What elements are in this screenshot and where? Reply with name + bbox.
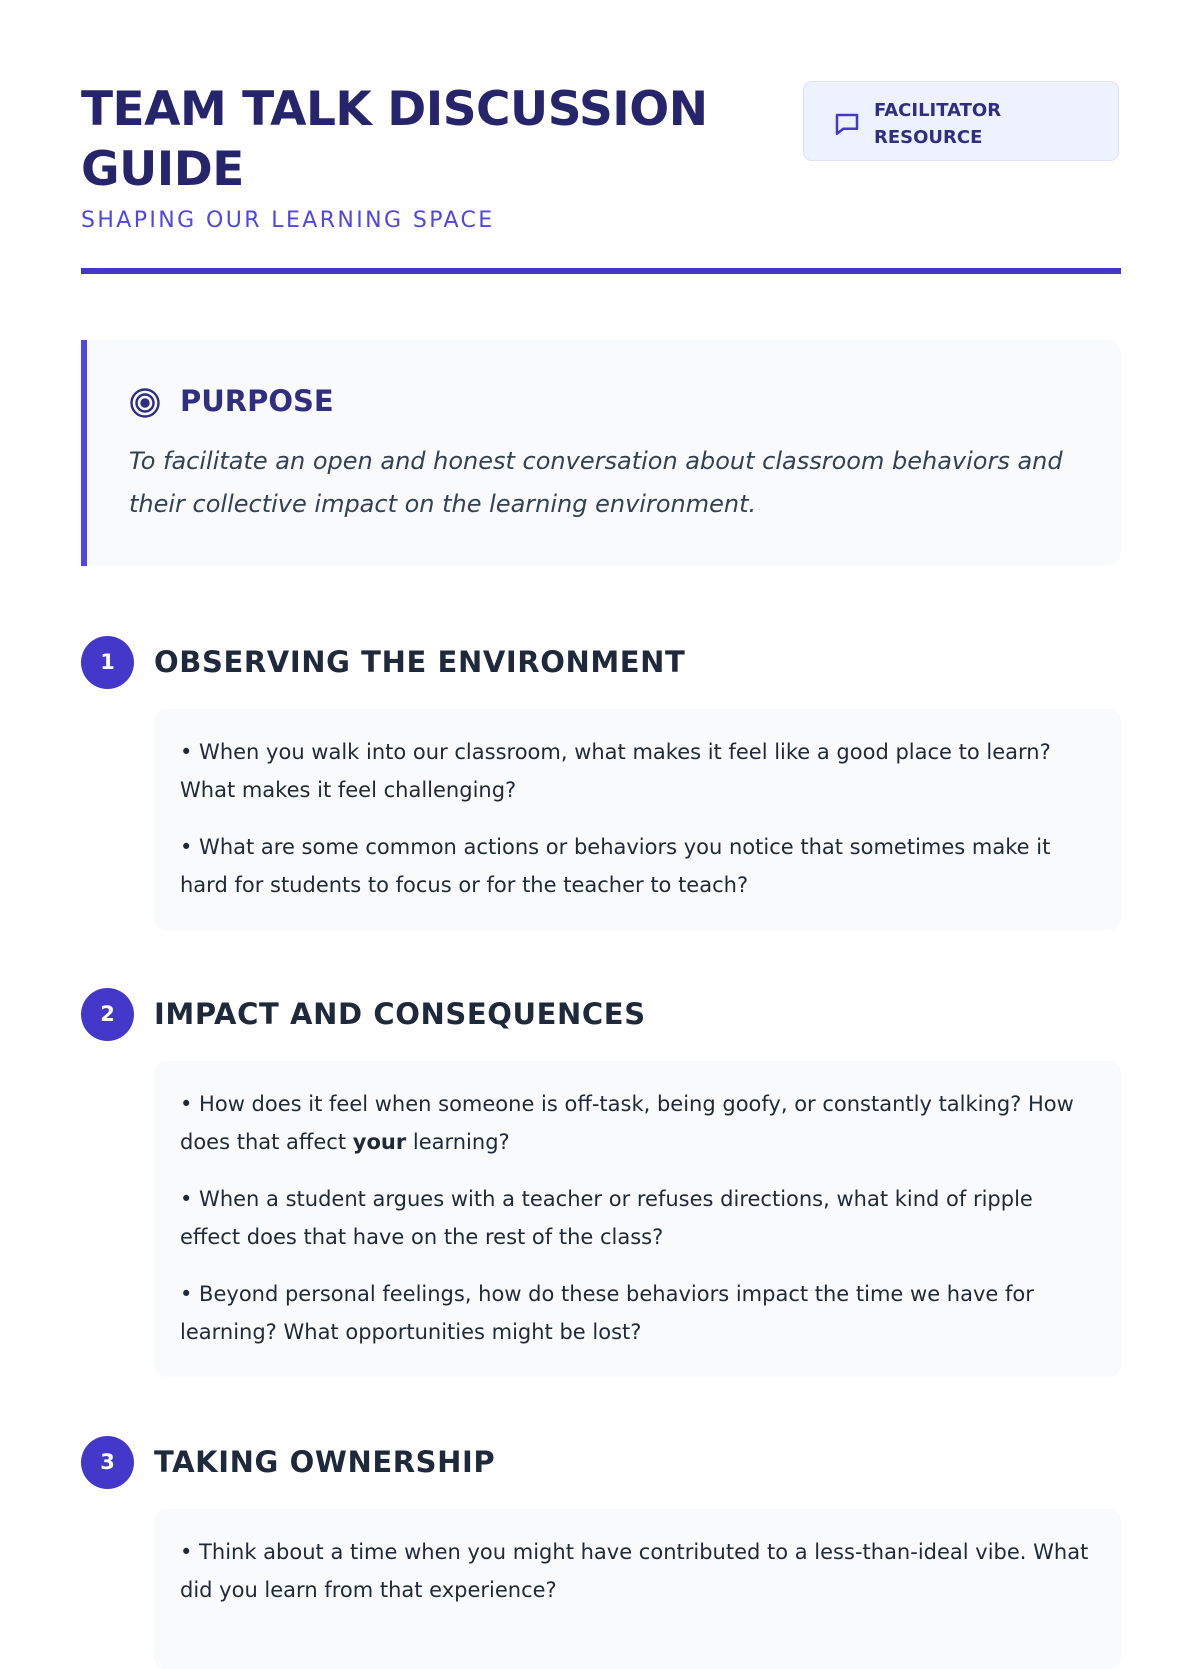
section-title: IMPACT AND CONSEQUENCES — [154, 997, 646, 1031]
question-card — [154, 1061, 1121, 1377]
question-card — [154, 1509, 1121, 1669]
question-item: • When you walk into our classroom, what makes it feel like a good place to learn? What makes it feel challenging? — [180, 740, 1051, 802]
question-emphasis: your — [352, 1130, 407, 1154]
target-icon — [129, 387, 161, 419]
question-item: • Think about a time when you might have contributed to a less-than-ideal vibe. What did you learn from that experience? — [180, 1540, 1089, 1602]
purpose-heading: PURPOSE — [180, 384, 334, 418]
page-subtitle: SHAPING OUR LEARNING SPACE — [81, 208, 495, 233]
question-item: • What are some common actions or behaviors you notice that sometimes make it hard for students to focus or for the teacher to teach? — [180, 835, 1051, 897]
section-number-badge: 2 — [81, 988, 134, 1041]
discussion-guide-page — [81, 0, 1121, 1602]
question-item: • When a student argues with a teacher or refuses directions, what kind of ripple effect does that have on the rest of the class? — [180, 1187, 1033, 1249]
question-card — [154, 709, 1121, 930]
section-title: TAKING OWNERSHIP — [154, 1445, 496, 1479]
question-item — [180, 1085, 1095, 1161]
guide-header — [81, 0, 1121, 276]
purpose-text: To facilitate an open and honest conversation about classroom behaviors and their collective impact on the learning environment. — [129, 447, 1063, 518]
header-divider — [81, 268, 1121, 274]
question-text: learning? — [406, 1130, 510, 1154]
facilitator-badge — [803, 81, 1119, 161]
badge-label: FACILITATOR RESOURCE — [874, 100, 1002, 148]
chat-bubble-icon — [832, 110, 862, 140]
page-title: TEAM TALK DISCUSSION GUIDE — [81, 82, 708, 197]
purpose-card — [81, 340, 1121, 566]
section-number-badge: 1 — [81, 636, 134, 689]
section-number-badge: 3 — [81, 1436, 134, 1489]
question-text: • How does it feel when someone is off-task, being goofy, or constantly talking? How does that affect — [180, 1092, 1074, 1154]
section-title: OBSERVING THE ENVIRONMENT — [154, 645, 686, 679]
question-item: • Beyond personal feelings, how do these behaviors impact the time we have for learning? What opportunities might be lost? — [180, 1282, 1034, 1344]
